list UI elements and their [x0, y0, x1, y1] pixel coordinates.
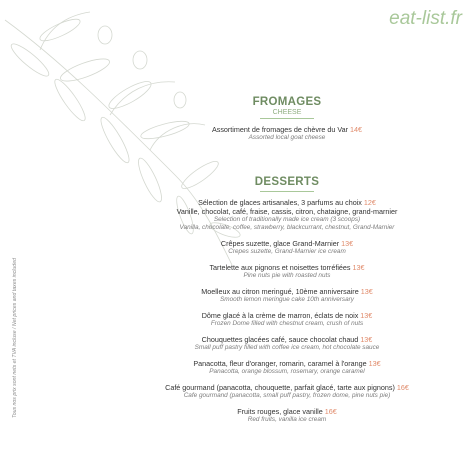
section-divider [260, 118, 314, 119]
item-translation: Crepes suzette, Grand-Marnier ice cream [228, 248, 346, 255]
menu-item [100, 383, 474, 400]
menu-item [100, 263, 474, 280]
item-translation: Frozen Dome filled with chestnut cream, crush of nuts [210, 320, 364, 327]
item-price: 13€ [360, 335, 373, 344]
item-price: 13€ [368, 359, 381, 368]
item-flavours: Vanille, chocolat, café, fraise, cassis, citron, chataigne, grand-marnier [176, 207, 398, 216]
item-name: Moelleux au citron meringué, 10ème anniversaire [201, 287, 359, 296]
brand-watermark: eat-list.fr [389, 8, 462, 29]
item-price: 13€ [360, 311, 373, 320]
item-translation: Cafe gourmand (panacotta, small puff pastry, frozen dome, pine nuts pie) [183, 392, 391, 399]
fromages-section [100, 96, 474, 142]
section-title-fromages: FROMAGES [252, 96, 322, 108]
section-subtitle-cheese: CHEESE [272, 109, 302, 116]
item-price: 13€ [352, 263, 365, 272]
item-name: Crêpes suzette, glace Grand-Marnier [220, 239, 340, 248]
item-name: Panacotta, fleur d'oranger, romarin, caramel à l'orange [193, 359, 367, 368]
item-translation: Selection of traditionally made ice cream (3 scoops) [213, 216, 361, 223]
item-translation-flavours: Vanilla, chocolate, coffee, strawberry, blackcurrant, chestnut, Grand-Marnier [179, 224, 395, 231]
item-price: 16€ [324, 407, 337, 416]
item-translation: Small puff pastry filled with coffee ice cream, hot chocolate sauce [194, 344, 380, 351]
menu-item [100, 239, 474, 256]
item-translation: Red fruits, vanilla ice cream [247, 416, 327, 423]
item-price: 13€ [341, 239, 354, 248]
section-divider [260, 191, 314, 192]
item-translation: Smooth lemon meringue cake 10th anniversary [220, 296, 354, 303]
item-translation: Assorted local goat cheese [248, 134, 326, 141]
item-price: 14€ [350, 125, 363, 134]
item-translation: Panacotta, orange blossum, rosemary, orange caramel [209, 368, 365, 375]
menu-item [100, 198, 474, 232]
item-name: Chouquettes glacées café, sauce chocolat chaud [201, 335, 359, 344]
menu-item [100, 407, 474, 424]
item-name: Fruits rouges, glace vanille [237, 407, 323, 416]
item-name: Café gourmand (panacotta, chouquette, parfait glacé, tarte aux pignons) [165, 383, 395, 392]
price-note: Tous nos prix sont nets et TVA incluse / Net prices and taxes included [12, 258, 18, 418]
menu-item [100, 359, 474, 376]
item-price: 13€ [360, 287, 373, 296]
section-title-desserts: DESSERTS [254, 176, 320, 188]
item-name: Dôme glacé à la crème de marron, éclats de noix [201, 311, 359, 320]
menu-item [100, 287, 474, 304]
item-name: Tartelette aux pignons et noisettes torréfiées [209, 263, 351, 272]
item-name: Assortiment de fromages de chèvre du Var [211, 125, 349, 134]
menu-item [100, 125, 474, 142]
item-translation: Pine nuts pie with roasted nuts [243, 272, 331, 279]
item-price: 16€ [396, 383, 409, 392]
desserts-section [100, 176, 474, 424]
menu-item [100, 335, 474, 352]
item-price: 12€ [363, 198, 376, 207]
menu-item [100, 311, 474, 328]
item-name: Sélection de glaces artisanales, 3 parfums au choix [198, 198, 362, 207]
